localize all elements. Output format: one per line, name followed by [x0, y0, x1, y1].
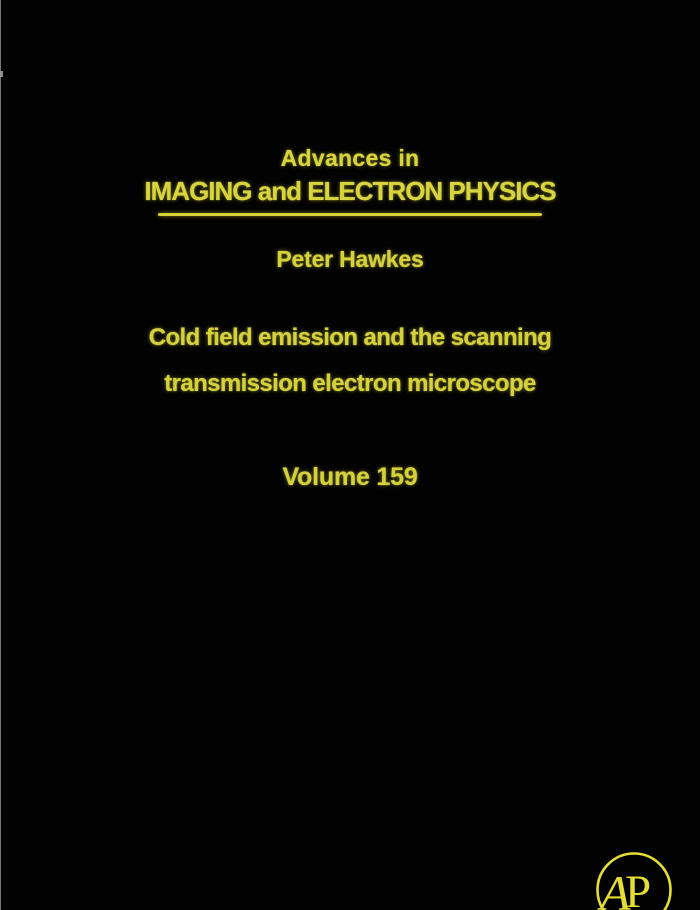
ap-logo-letter-p: P: [625, 866, 652, 910]
subtitle-line-2: transmission electron microscope: [164, 370, 536, 397]
subtitle-line-1: Cold field emission and the scanning: [148, 324, 552, 351]
scan-edge-artifact: [0, 0, 1, 910]
ap-logo-letter-a: A: [600, 865, 631, 910]
title-underline-rule: [158, 213, 542, 216]
scan-edge-notch-artifact: [0, 71, 3, 77]
academic-press-logo-icon: [592, 848, 676, 910]
author-name: Peter Hawkes: [276, 246, 424, 272]
series-title-line-2: IMAGING and ELECTRON PHYSICS: [144, 176, 556, 206]
volume-label: Volume 159: [282, 463, 418, 491]
series-title-line-1: Advances in: [280, 145, 420, 171]
